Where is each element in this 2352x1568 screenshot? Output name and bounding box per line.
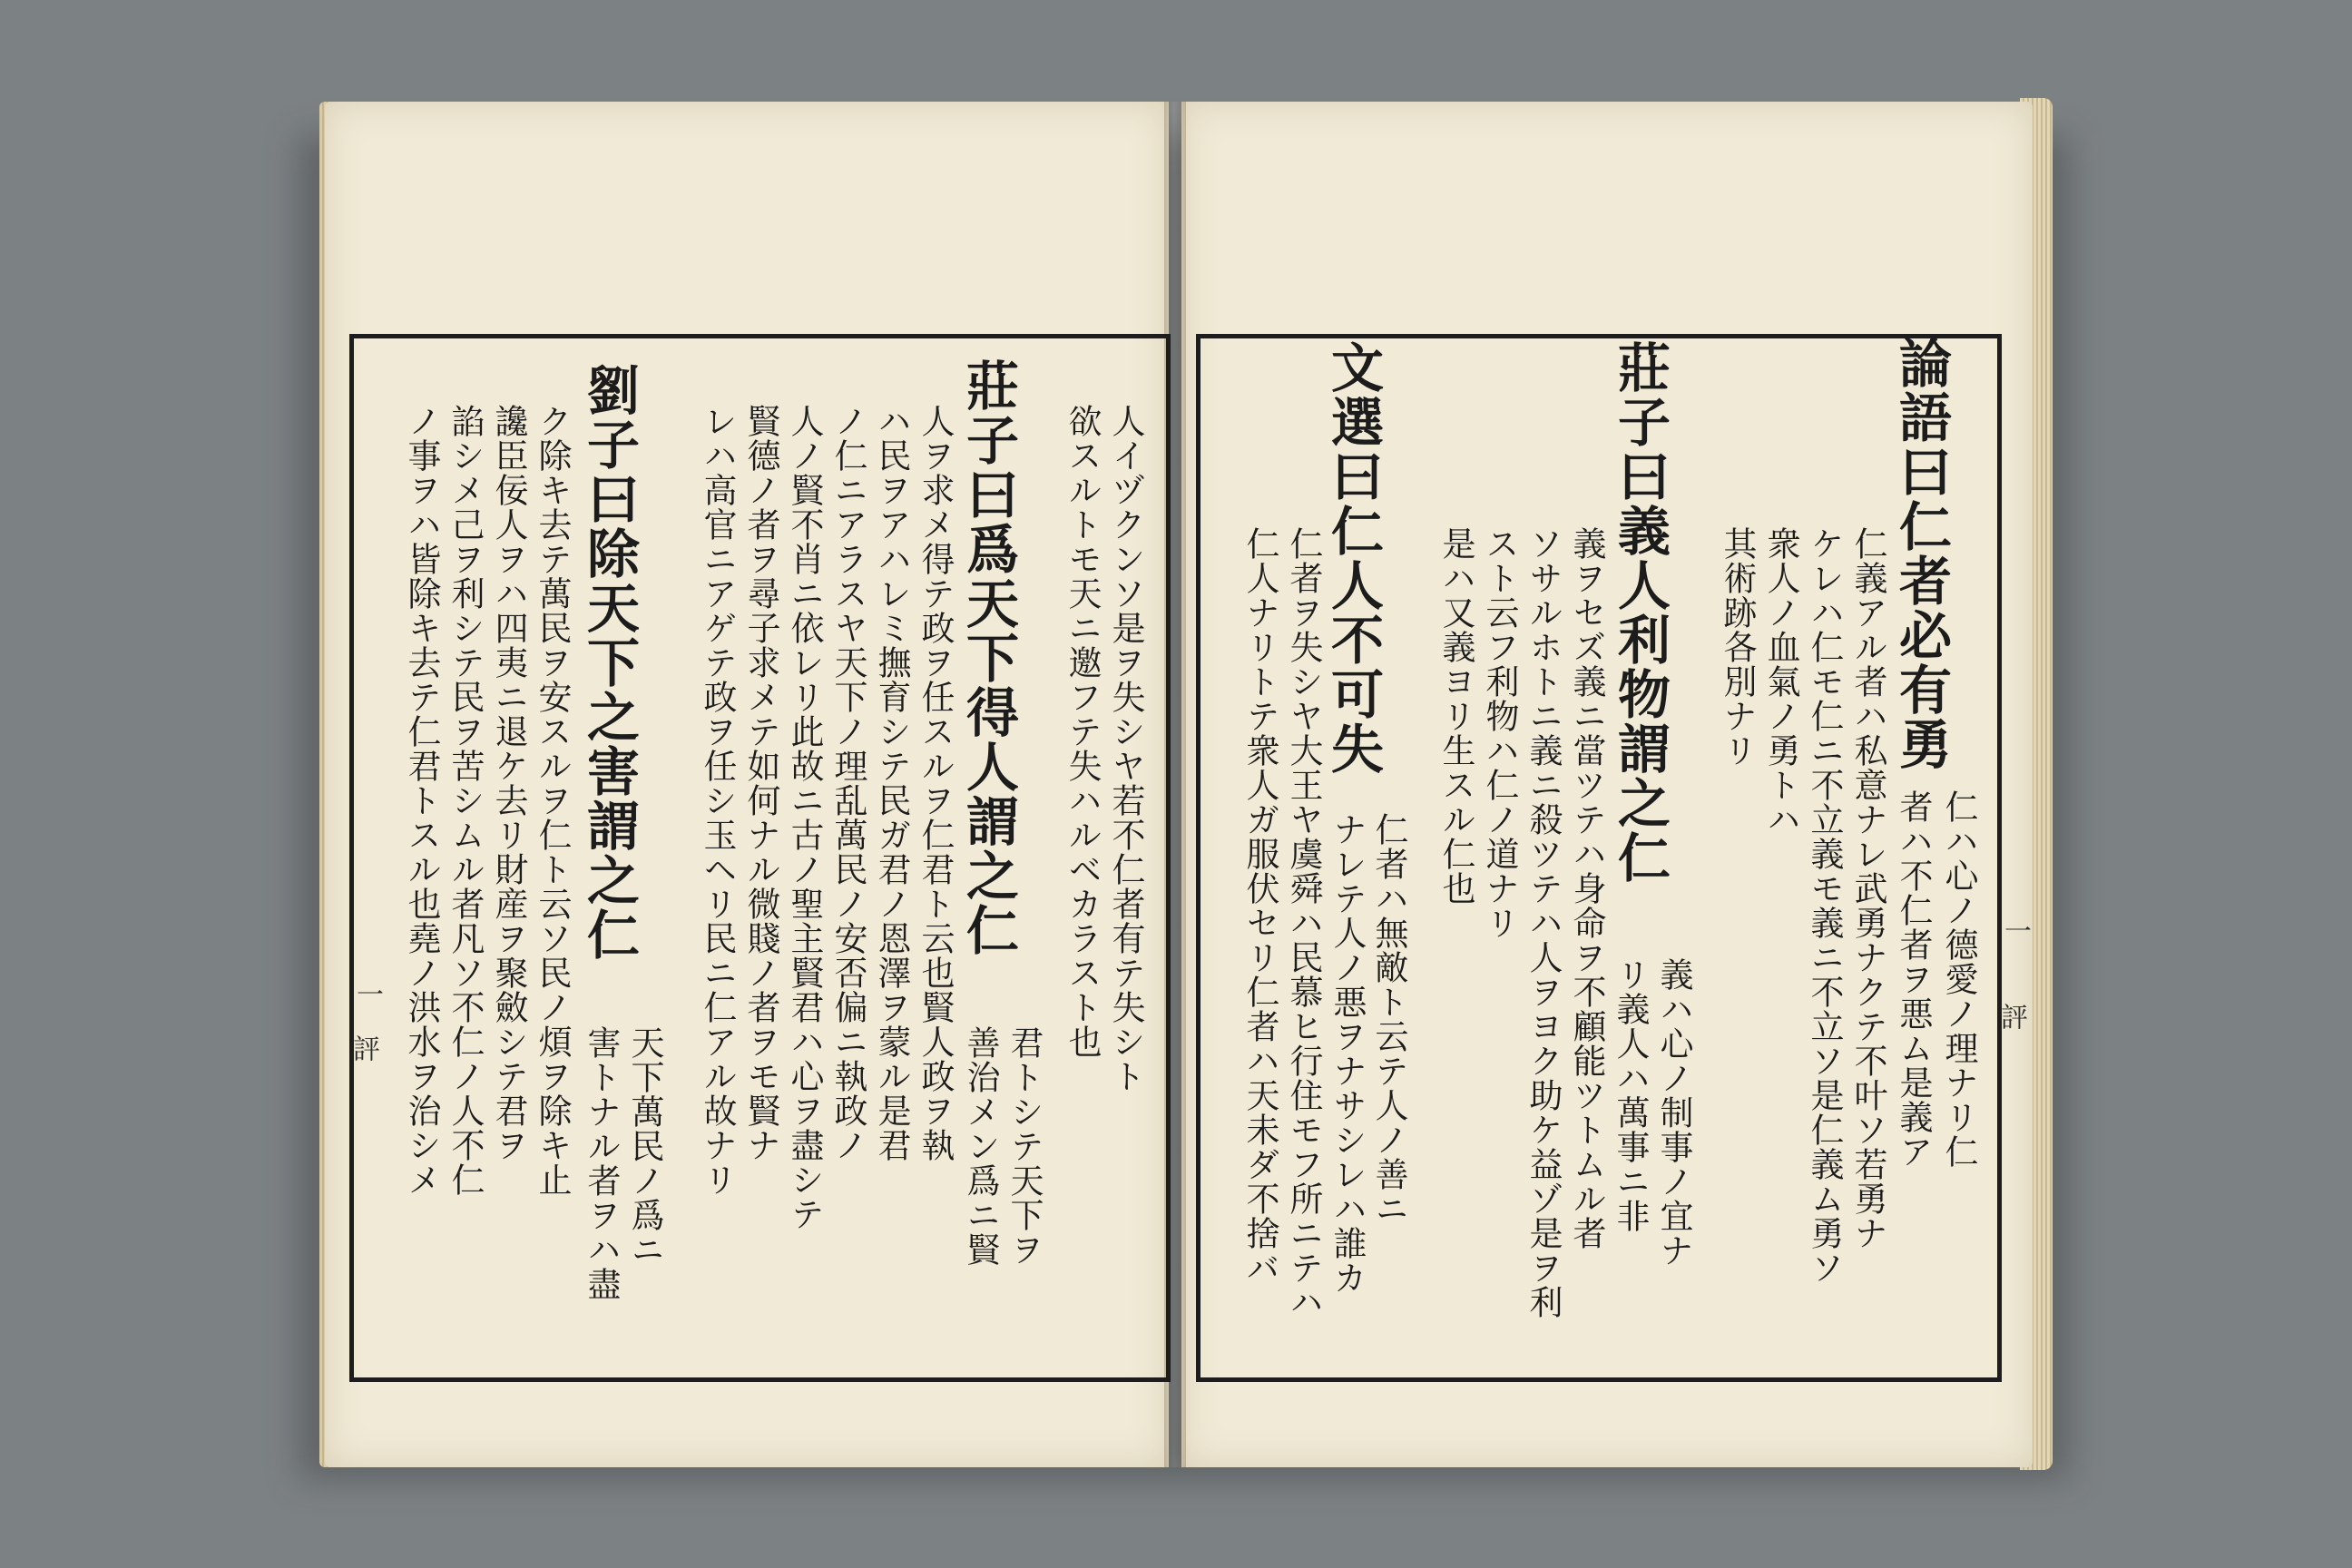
left-col-9: 賢德ノ者ヲ尋子求メテ如何ナル微賤ノ者ヲモ賢ナ (741, 404, 780, 1162)
left-col-12: 天下萬民ノ爲ニ (625, 1025, 664, 1267)
right-margin-mark-b: 評 (1995, 1003, 2027, 1030)
left-col-14: ク除キ去テ萬民ヲ安スルヲ仁ト云ソ民ノ煩ヲ除キ止 (533, 404, 572, 1197)
left-col-16: 諂シメ己ヲ利シテ民ヲ苦シムル者凡ソ不仁ノ人不仁 (446, 404, 485, 1197)
right-col-18: 仁人ナリトテ衆人ガ服伏セリ仁者ハ天未ダ不捨バ (1240, 526, 1279, 1285)
right-col-12: スト云フ利物ハ仁ノ道ナリ (1480, 526, 1519, 940)
left-col-10: レハ高官ニアゲテ政ヲ任シ玉ヘリ民ニ仁アル故ナリ (698, 404, 737, 1197)
right-col-4: ケレハ仁モ仁ニ不立義モ義ニ不立ソ是仁義ム勇ソ (1805, 526, 1844, 1285)
left-col-8: 人ノ賢不肖ニ依レリ此故ニ古ノ聖主賢君ハ心ヲ盡シテ (785, 404, 824, 1231)
left-col-17: ノ事ヲハ皆除キ去テ仁君トスル也堯ノ洪水ヲ治シメ (402, 404, 441, 1197)
left-col-2: 莊子曰爲天下得人謂之仁 (957, 358, 1019, 957)
left-col-13: 害トナル者ヲハ盡 (582, 1025, 621, 1301)
right-col-5: 衆人ノ血氣ノ勇トハ (1761, 526, 1800, 837)
left-col-15: 讒臣佞人ヲハ四夷ニ退ケ去リ財産ヲ聚斂シテ君ヲ (489, 404, 528, 1162)
left-col-3: 君トシテ天下ヲ (1004, 1025, 1044, 1267)
right-margin-mark-a: 一 (1999, 916, 2031, 944)
right-col-7: 莊子曰義人利物謂之仁 (1609, 340, 1671, 885)
right-col-9: リ義人ハ萬事ニ非 (1611, 957, 1650, 1233)
left-col-4: 善治メン爲ニ賢 (961, 1025, 1000, 1267)
left-col-11: 劉子曰除天下之害謂之仁 (578, 363, 640, 962)
right-col-3: 仁義アル者ハ私意ナレ武勇ナクテ不叶ソ若勇ナ (1848, 526, 1887, 1250)
right-col-8: 義ハ心ノ制事ノ宜ナ (1654, 957, 1693, 1268)
right-col-16: ナレテ人ノ悪ヲナサシレハ誰カ (1328, 812, 1367, 1295)
left-col-1: 欲スルトモ天ニ邀フテ失ハルベカラスト也 (1063, 404, 1102, 1059)
right-col-14: 文選曰仁人不可失 (1322, 340, 1384, 776)
left-col-6: ハ民ヲアハレミ撫育シテ民ガ君ノ恩澤ヲ蒙ル是君 (872, 404, 911, 1162)
right-col-11: ソサルホトニ義ニ殺ツテハ人ヲヨク助ケ益ゾ是ヲ利 (1524, 526, 1563, 1319)
right-col-2: 者ハ不仁者ヲ悪ム是義ア (1894, 789, 1933, 1169)
left-col-5: 人ヲ求メ得テ政ヲ任スルヲ仁君ト云也賢人政ヲ執 (916, 404, 955, 1162)
right-col-0: 論語曰仁者必有勇 (1890, 336, 1952, 771)
right-col-13: 是ハ又義ヨリ生スル仁也 (1436, 526, 1475, 906)
left-margin-mark-b: 評 (348, 1034, 379, 1062)
right-col-17: 仁者ヲ失シヤ大王ヤ虞舜ハ民慕ヒ行住モフ所ニテハ (1284, 526, 1323, 1319)
right-col-1: 仁ハ心ノ德愛ノ理ナリ仁 (1939, 789, 1978, 1169)
right-col-10: 義ヲセズ義ニ當ツテハ身命ヲ不顧能ツトムル者 (1567, 526, 1606, 1250)
left-col-7: ノ仁ニアラスヤ天下ノ理乱萬民ノ安否偏ニ執政ノ (828, 404, 867, 1162)
right-col-6: 其術跡各別ナリ (1718, 526, 1757, 768)
right-col-15: 仁者ハ無敵ト云テ人ノ善ニ (1369, 812, 1408, 1226)
left-margin-mark-a: 一 (351, 980, 383, 1007)
left-col-0: 人イヅクンソ是ヲ失シヤ若不仁者有テ失シト (1106, 404, 1145, 1093)
